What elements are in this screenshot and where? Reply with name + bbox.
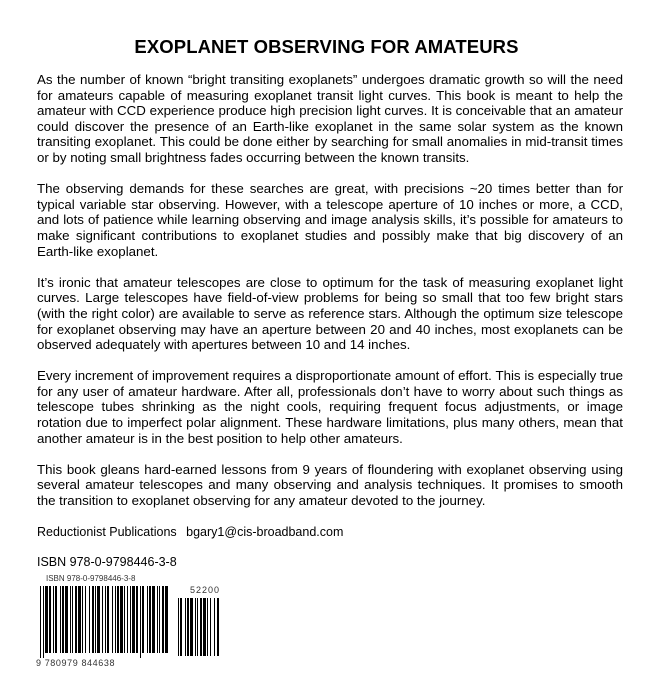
publisher-line [37,525,343,539]
barcode-bar [70,586,71,653]
barcode-bar [75,586,77,653]
barcode-addon-bar [210,598,211,656]
barcode-addon-bar [217,598,219,656]
barcode-addon-bar [197,598,198,656]
barcode-bar [162,586,164,653]
barcode-bar [159,586,160,653]
barcode-addon-bar [207,598,208,656]
barcode-bar [157,586,158,653]
barcode-bar [82,586,83,653]
paragraph-5: This book gleans hard-earned lessons from 9 years of floundering with exoplanet observing using several amateur telescopes and many observing and analysis techniques. It promises to smooth the transition to exoplanet observing for any amateur devoted to the journey. [37,461,623,509]
barcode-bar [147,586,148,653]
barcode-addon-bar [185,598,186,656]
paragraph-3: It’s ironic that amateur telescopes are close to optimum for the task of measuring exoplanet light curves. Large telescopes have field-of-view problems for being so small that too few bright stars (with the right color) are available to serve as reference stars. Although the optimum size telescope for exoplanet observing may have an aperture between 20 and 40 inches, most exoplanets can be observed adequately with apertures between 10 and 14 inches. [37,274,623,353]
barcode-bar [152,586,155,653]
barcode-bar [165,586,168,653]
barcode-addon-bar [195,598,196,656]
barcode-addon-bar [214,598,215,656]
barcode-addon-bar [190,598,193,656]
barcode-bar [65,586,68,653]
barcode-bar [62,586,64,653]
barcode-bar [130,586,131,653]
barcode-bar [53,586,54,653]
barcode-price-code: 52200 [189,585,220,595]
barcode-bar [43,586,44,658]
barcode-bar [97,586,100,653]
barcode-digits: 9 780979 844638 [36,658,116,668]
barcode-bar [78,586,81,653]
publisher-name: Reductionist Publications [37,525,177,539]
barcode-bar [102,586,103,653]
barcode [36,574,220,669]
barcode-bar [124,586,125,653]
barcode-bar [120,586,123,653]
barcode-bar [60,586,61,653]
paragraph-2: The observing demands for these searches are great, with precisions ~20 times better than for typical variable star observing. However, with a telescope aperture of 10 inches or more, a CCD, and lots of patience while learning observing and image analysis skills, it’s possible for amateurs to make significant contributions to exoplanet studies and possibly make that big discovery of an Earth-like exoplanet. [37,181,623,259]
barcode-bar [127,586,128,653]
barcode-bar [72,586,73,653]
barcode-bar [107,586,109,653]
barcode-bar [85,586,86,653]
barcode-bar [117,586,119,653]
barcode-bar [45,586,48,653]
barcode-addon-bar [180,598,182,656]
barcode-addon-bar [178,598,179,656]
barcode-bar [149,586,151,653]
barcode-addon-bar [203,598,206,656]
barcode-isbn-label: ISBN 978-0-9798446-3-8 [46,574,136,583]
barcode-addon-bar [200,598,202,656]
barcode-bar [115,586,116,653]
barcode-bar [55,586,57,653]
barcode-bar [89,586,90,653]
blurb [37,72,623,524]
paragraph-4: Every increment of improvement requires a disproportionate amount of effort. This is especially true for any user of amateur hardware. After all, professionals don’t have to worry about such things as telescope tubes shrinking as the night cools, requiring frequent focus adjustments, or image rotation due to imperfect polar alignment. These hardware limitations, plus many others, mean that another amateur is in the best position to help other amateurs. [37,368,623,446]
barcode-bar [49,586,51,653]
barcode-bar [105,586,106,653]
barcode-bar [40,586,41,658]
publisher-email: bgary1@cis-broadband.com [186,525,344,539]
barcode-bar [136,586,138,653]
paragraph-1: As the number of known “bright transiting exoplanets” undergoes dramatic growth so will the need for amateurs capable of measuring exoplanet transit light curves. This book is meant to help the amateur with CCD experience produce high precision light curves. It is conceivable that an amateur could discover the presence of an Earth-like exoplanet in the same solar system as the known transiting exoplanet. This could be done either by searching for small anomalies in mid-transit times or by noting small brightness fades occurring between the known transits. [37,72,623,165]
barcode-bar [92,586,94,653]
barcode-bar [140,586,141,658]
barcode-bar [112,586,113,653]
isbn-text: ISBN 978-0-9798446-3-8 [37,555,177,569]
barcode-bar [95,586,96,653]
barcode-bar [132,586,135,653]
barcode-addon-bar [187,598,189,656]
barcode-bar [142,586,144,653]
book-title: EXOPLANET OBSERVING FOR AMATEURS [134,36,519,57]
